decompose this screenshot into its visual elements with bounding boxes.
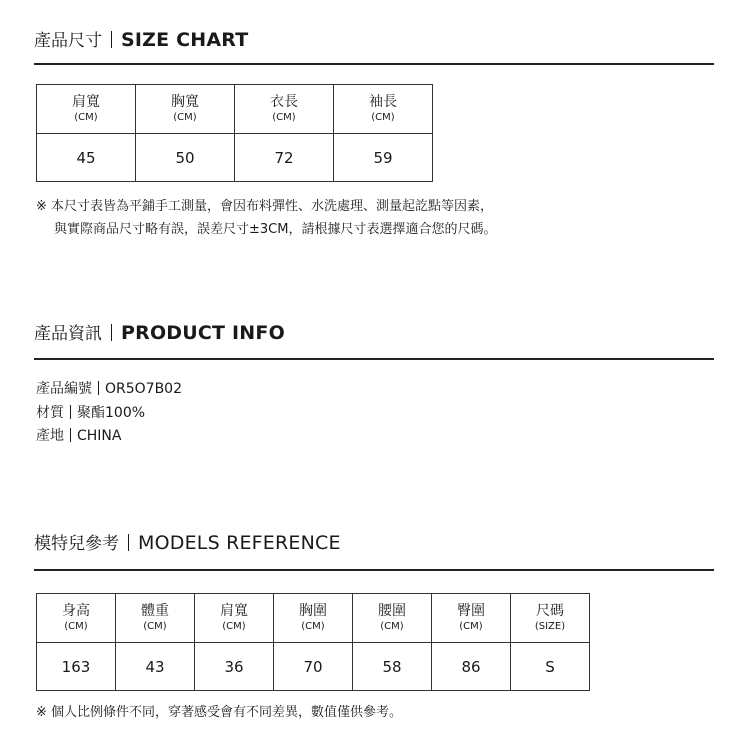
title-divider: [128, 534, 129, 551]
models-reference-note: ※ 個人比例條件不同，穿著感受會有不同差異，數值僅供參考。: [36, 705, 403, 720]
column-unit: (SIZE): [534, 620, 566, 632]
info-label: 材質: [36, 404, 64, 421]
title-divider: [111, 324, 112, 341]
models-reference-heading: [34, 531, 714, 555]
table-cell: 163: [37, 643, 116, 691]
info-value: OR5O7B02: [105, 381, 182, 397]
models-reference-title-en: MODELS REFERENCE: [138, 532, 341, 554]
section-rule: [34, 569, 714, 571]
column-unit: (CM): [143, 620, 167, 632]
column-label: 肩寬: [72, 93, 100, 110]
table-cell: 59: [334, 134, 433, 182]
note-line: ※ 本尺寸表皆為平鋪手工測量，會因布料彈性、水洗處理、測量起訖點等因素，: [36, 199, 494, 214]
info-value: CHINA: [77, 428, 122, 444]
product-info-heading: [34, 321, 714, 345]
table-header-cell: [334, 85, 433, 134]
table-cell: 36: [195, 643, 274, 691]
product-info-title-en: PRODUCT INFO: [121, 322, 285, 344]
size-chart-note: [36, 195, 496, 241]
info-divider: [70, 405, 71, 419]
table-header-row: [37, 594, 590, 643]
size-chart-title-zh: 產品尺寸: [34, 31, 102, 51]
product-info-title-zh: 產品資訊: [34, 324, 102, 344]
product-info-section: [34, 321, 714, 451]
column-unit: (CM): [380, 620, 404, 632]
column-label: 腰圍: [378, 602, 406, 619]
size-chart-section: [34, 28, 714, 248]
column-label: 衣長: [270, 93, 298, 110]
models-reference-table: [36, 593, 590, 691]
column-label: 胸寬: [171, 93, 199, 110]
table-row: [37, 134, 433, 182]
note-line: 與實際商品尺寸略有誤，誤差尺寸±3CM，請根據尺寸表選擇適合您的尺碼。: [54, 222, 497, 237]
table-header-cell: [136, 85, 235, 134]
column-unit: (CM): [222, 620, 246, 632]
section-rule: [34, 63, 714, 65]
info-label: 產地: [36, 428, 64, 444]
column-unit: (CM): [173, 111, 197, 123]
models-reference-title-zh: 模特兒參考: [34, 534, 119, 554]
column-label: 尺碼: [536, 602, 564, 619]
models-reference-section: [34, 531, 714, 731]
table-cell: 70: [274, 643, 353, 691]
column-unit: (CM): [301, 620, 325, 632]
table-header-cell: [274, 594, 353, 643]
column-label: 胸圍: [299, 602, 327, 619]
table-cell: 43: [116, 643, 195, 691]
column-unit: (CM): [371, 111, 395, 123]
table-cell: 86: [432, 643, 511, 691]
info-value: 聚酯100%: [77, 404, 146, 421]
info-label: 產品編號: [36, 381, 92, 397]
table-cell: 45: [37, 134, 136, 182]
list-item: [36, 402, 182, 426]
title-divider: [111, 31, 112, 48]
table-header-cell: [235, 85, 334, 134]
column-label: 體重: [141, 602, 169, 619]
column-unit: (CM): [459, 620, 483, 632]
table-header-cell: [37, 594, 116, 643]
table-header-cell: [511, 594, 590, 643]
size-chart-table: [36, 84, 433, 182]
list-item: [36, 425, 182, 449]
table-header-cell: [353, 594, 432, 643]
table-cell: 58: [353, 643, 432, 691]
column-label: 身高: [62, 602, 90, 619]
info-divider: [70, 428, 71, 442]
table-header-cell: [116, 594, 195, 643]
table-header-cell: [37, 85, 136, 134]
table-header-row: [37, 85, 433, 134]
size-chart-heading: [34, 28, 714, 52]
table-header-cell: [432, 594, 511, 643]
list-item: [36, 378, 182, 402]
table-header-cell: [195, 594, 274, 643]
table-row: [37, 643, 590, 691]
table-cell: S: [511, 643, 590, 691]
table-cell: 72: [235, 134, 334, 182]
column-unit: (CM): [64, 620, 88, 632]
section-rule: [34, 358, 714, 360]
product-info-list: [36, 378, 182, 449]
info-divider: [98, 381, 99, 395]
column-label: 臀圍: [457, 602, 485, 619]
column-unit: (CM): [272, 111, 296, 123]
column-label: 袖長: [369, 93, 397, 110]
size-chart-title-en: SIZE CHART: [121, 29, 249, 51]
column-label: 肩寬: [220, 602, 248, 619]
table-cell: 50: [136, 134, 235, 182]
column-unit: (CM): [74, 111, 98, 123]
